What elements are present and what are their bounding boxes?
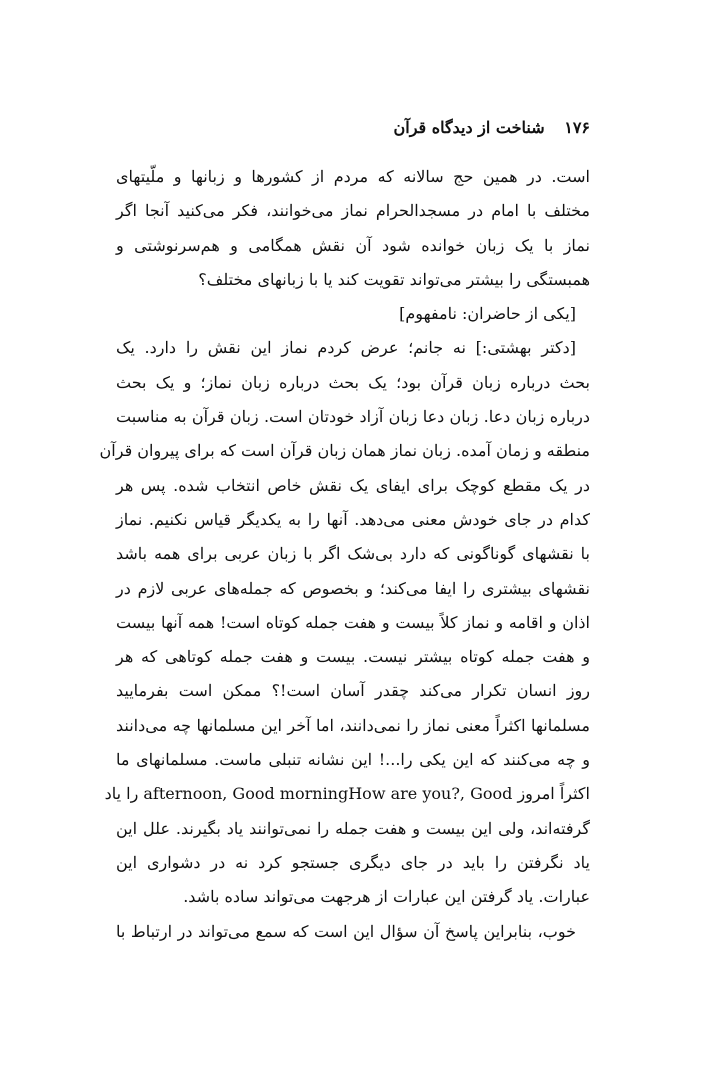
text-line: گرفته‌اند، ولی این بیست و هفت جمله را نمی‌توانند یاد بگیرند. علل این — [116, 818, 590, 838]
text-line: مختلف با امام در مسجدالحرام نماز می‌خوانند، فکر می‌کنید آنجا اگر — [116, 201, 590, 221]
text-line: اکثراً امروز afternoon, Good morningHow are you?, Good را یاد — [104, 784, 590, 804]
text-line: و هفت جمله کوتاه بیشتر نیست. بیست و هفت جمله کوتاهی که هر — [116, 647, 590, 667]
text-line: منطقه و زمان آمده. زبان نماز همان زبان قرآن است که برای پیروان قرآن — [99, 441, 590, 461]
text-line: نماز با یک زبان خوانده شود آن نقش همگامی و هم‌سرنوشتی و — [116, 235, 590, 255]
text-line: یاد نگرفتن را باید در جای دیگری جستجو کرد نه در دشواری این — [116, 852, 590, 872]
text-line: روز انسان تکرار می‌کند چقدر آسان است!؟ ممکن است بفرمایید — [116, 681, 590, 701]
text-line: اذان و اقامه و نماز کلاً بیست و هفت جمله کوتاه است! همه آنها بیست — [116, 612, 590, 632]
text-line: همبستگی را بیشتر می‌تواند تقویت کند یا با زبانهای مختلف؟ — [198, 269, 590, 289]
body-text — [99, 160, 590, 949]
text-line: با نقشهای گوناگونی که دارد بی‌شک اگر با زبان عربی برای همه باشد — [116, 544, 590, 564]
text-line: بحث درباره زبان قرآن بود؛ یک بحث درباره زبان نماز؛ و یک بحث — [116, 372, 590, 392]
text-line: خوب، بنابراین پاسخ آن سؤال این است که سمع می‌تواند در ارتباط با — [116, 921, 576, 941]
text-line: [یکی از حاضران: نامفهوم] — [399, 304, 576, 324]
text-line: در یک مقطع کوچک برای ایفای یک نقش خاص انتخاب شده. پس هر — [116, 475, 590, 495]
text-line: مسلمانها اکثراً معنی نماز را نمی‌دانند، اما آخر این مسلمانها چه می‌دانند — [116, 715, 590, 735]
text-line: و چه می‌کنند که این یکی را...! این نشانه تنبلی ماست. مسلمانهای ما — [116, 750, 590, 770]
text-line: عبارات. یاد گرفتن این عبارات از هرجهت می‌تواند ساده باشد. — [183, 887, 590, 907]
text-line: نقشهای بیشتری را ایفا می‌کند؛ و بخصوص که جمله‌های عربی لازم در — [116, 578, 590, 598]
page-number: ۱۷۶ — [564, 118, 590, 137]
text-line: کدام در جای خودش معنی می‌دهد. آنها را به یکدیگر قیاس نکنیم. نماز — [116, 509, 590, 529]
running-title: شناخت از دیدگاه قرآن — [393, 118, 545, 137]
text-line: [دکتر بهشتی:] نه جانم؛ عرض کردم نماز این نقش را دارد. یک — [116, 338, 576, 358]
text-line: است. در همین حج سالانه که مردم از کشورها و زبانها و ملّیتهای — [116, 167, 590, 186]
running-header — [394, 118, 590, 137]
text-line: درباره زبان دعا. زبان دعا زبان آزاد خودتان است. زبان قرآن به مناسبت — [116, 407, 590, 427]
